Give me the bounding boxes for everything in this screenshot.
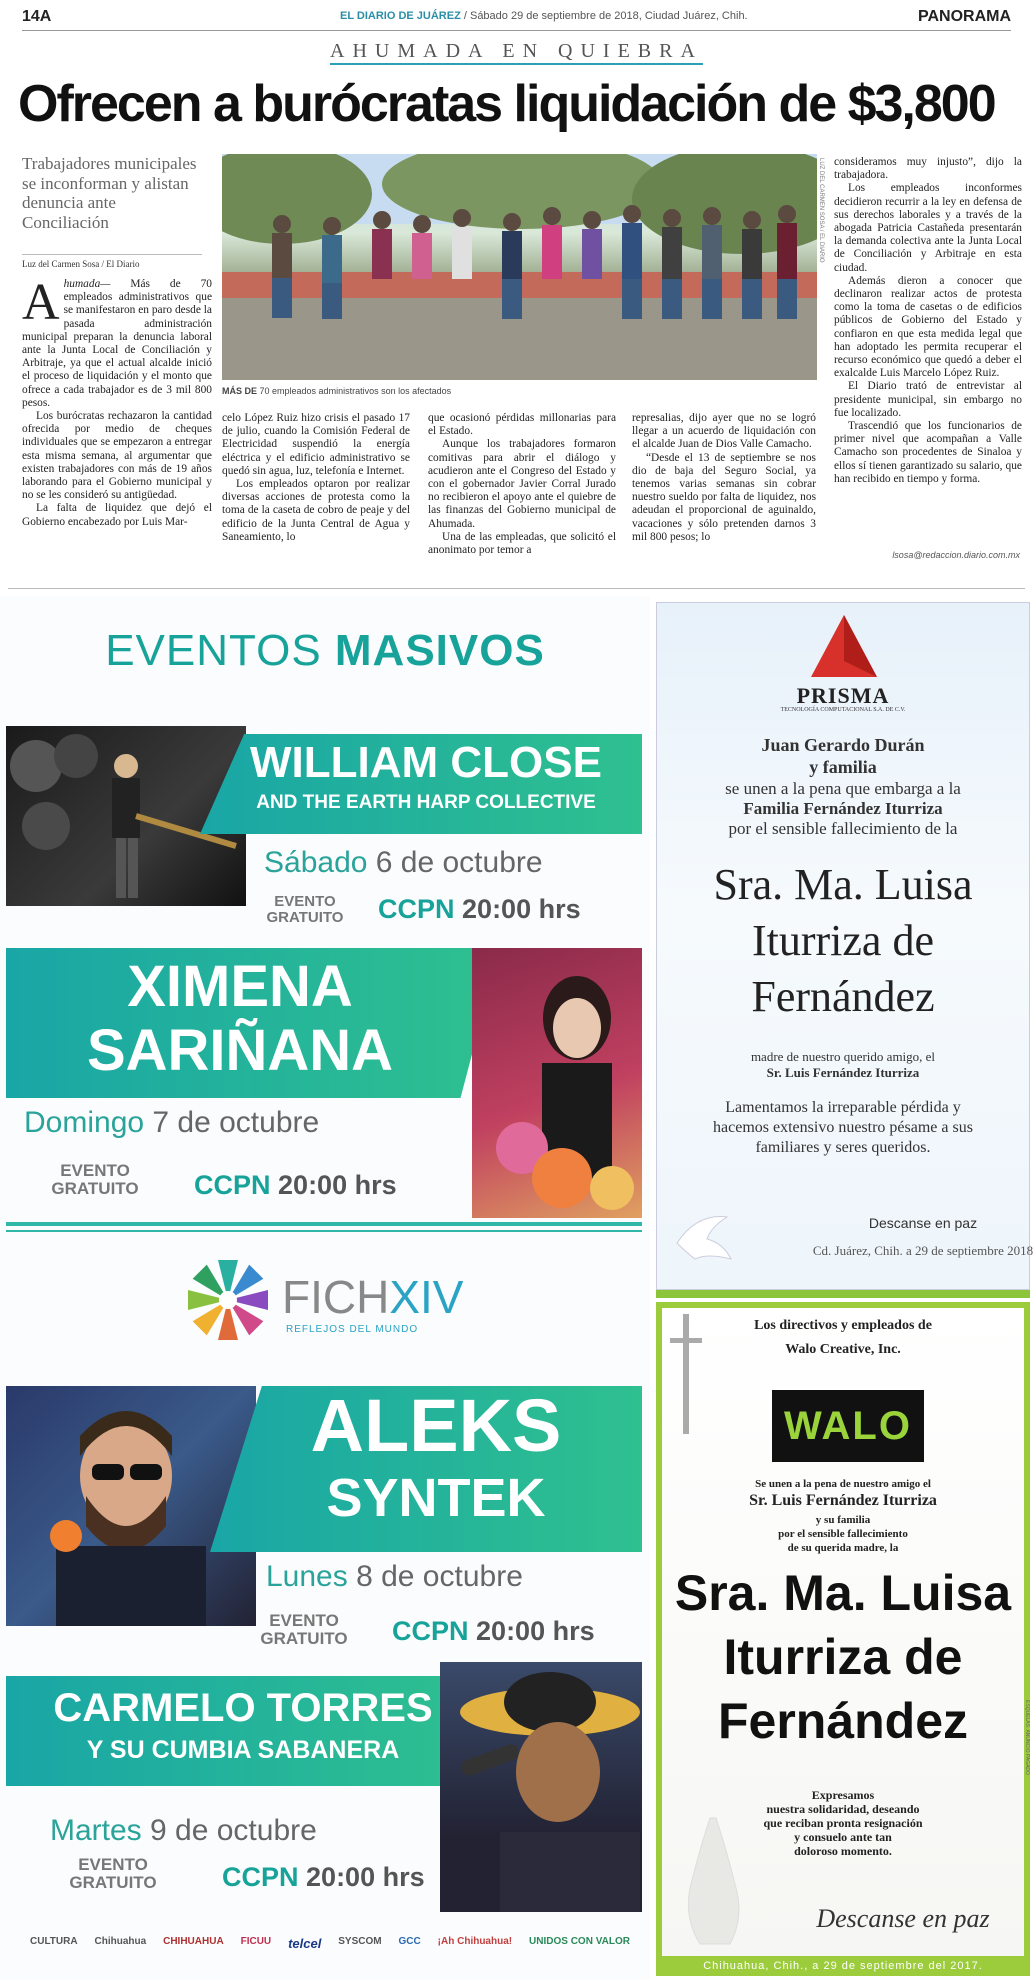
col5-text: consideramos muy injusto”, dijo la trabajadora. bbox=[834, 156, 1022, 182]
event-2-venue bbox=[194, 1170, 397, 1201]
event-1-day: Sábado bbox=[264, 846, 368, 879]
sponsor-logo: ¡Ah Chihuahua! bbox=[437, 1936, 513, 1947]
event-4-free bbox=[58, 1856, 168, 1892]
sponsor-logo: CHIHUAHUA bbox=[163, 1936, 224, 1947]
obit2-msg-2: nuestra solidaridad, deseando bbox=[766, 1802, 920, 1816]
walo-logo-text: WALO bbox=[784, 1404, 912, 1448]
byline: Luz del Carmen Sosa / El Diario bbox=[22, 254, 202, 269]
obit1-msg-2: hacemos extensivo nuestro pésame a sus bbox=[713, 1119, 973, 1136]
sponsor-logo: telcel bbox=[288, 1936, 322, 1951]
obit1-name-2: Iturriza de bbox=[752, 916, 934, 965]
article-column-2 bbox=[222, 412, 410, 544]
walo-logo bbox=[772, 1390, 924, 1462]
ximena-name-1: XIMENA bbox=[127, 954, 353, 1019]
obit2-line-2: y su familia bbox=[815, 1514, 871, 1526]
obituary-prisma bbox=[656, 602, 1033, 1290]
obit1-place-date: Cd. Juárez, Chih. a 29 de septiembre 2018 bbox=[812, 1243, 1033, 1258]
event-2-venue-name: CCPN bbox=[194, 1170, 271, 1200]
accordion-player-portrait bbox=[440, 1662, 642, 1912]
ad-title bbox=[0, 626, 650, 676]
kicker-text: AHUMADA EN QUIEBRA bbox=[330, 40, 703, 65]
dove-icon bbox=[667, 1203, 737, 1273]
col5-paragraph-4: El Diario trató de entrevistar al presidente municipal, sin embargo no fue localizado. bbox=[834, 380, 1022, 419]
dateline: / Sábado 29 de septiembre de 2018, Ciudad Juárez, Chih. bbox=[460, 10, 748, 22]
event-4-time: 20:00 hrs bbox=[306, 1862, 425, 1892]
obit1-mother-of: madre de nuestro querido amigo, el bbox=[750, 1049, 936, 1064]
obit2-name-1: Sra. Ma. Luisa bbox=[674, 1565, 1012, 1621]
subhead: Trabajadores municipales se inconforman y alistan denuncia ante Conciliación bbox=[22, 154, 197, 232]
ximena-name-2: SARIÑANA bbox=[86, 1018, 394, 1083]
event-4-free-l2: GRATUITO bbox=[69, 1873, 157, 1892]
author-email: lsosa@redaccion.diario.com.mx bbox=[892, 550, 1020, 560]
obit2-rest: Descanse en paz bbox=[816, 1904, 990, 1933]
event-1-daydate: 6 de octubre bbox=[367, 846, 543, 879]
event-1-date bbox=[264, 846, 543, 880]
obit1-from-1: Juan Gerardo Durán bbox=[761, 735, 925, 755]
dateline-lead: humada— bbox=[63, 278, 111, 290]
obit2-footer: Chihuahua, Chih., a 29 de septiembre del 2017. bbox=[656, 1956, 1030, 1976]
paper-name: EL DIARIO DE JUÁREZ bbox=[340, 10, 461, 22]
col3-paragraph-3: Una de las empleadas, que solicitó el anonimato por temor a bbox=[428, 530, 616, 557]
event-4-venue bbox=[222, 1862, 425, 1893]
obit1-family: Familia Fernández Iturriza bbox=[743, 799, 943, 818]
festival-name bbox=[282, 1270, 463, 1324]
event-3-day: Lunes bbox=[266, 1560, 348, 1593]
obit2-line-1: Se unen a la pena de nuestro amigo el bbox=[755, 1478, 931, 1490]
event-3-free-l1: EVENTO bbox=[269, 1611, 339, 1630]
fich-flower-logo bbox=[178, 1250, 278, 1350]
event-2-free-l1: EVENTO bbox=[60, 1161, 130, 1180]
obit2-friend: Sr. Luis Fernández Iturriza bbox=[749, 1492, 937, 1509]
event-3-time: 20:00 hrs bbox=[476, 1616, 595, 1646]
headline: Ofrecen a burócratas liquidación de $3,800 bbox=[18, 75, 995, 133]
event-2-date bbox=[24, 1106, 319, 1140]
william-close-subtitle: AND THE EARTH HARP COLLECTIVE bbox=[256, 792, 596, 813]
photo-credit: LUZ DEL CARMEN SOSA / EL DIARIO bbox=[818, 158, 824, 263]
obit2-msg-4: y consuelo ante tan bbox=[794, 1830, 892, 1844]
obit1-msg-1: Lamentamos la irreparable pérdida y bbox=[725, 1099, 961, 1116]
events-ad bbox=[0, 596, 650, 1980]
col1-text: Más de 70 empleados administrativos que se manifestaron en paro desde la pasada administración municipal preparan la denuncia laboral ante la Junta Local de Conciliación y Arbitraje, ya que el actual alcalde inició el proceso de liquidación y el monto que ofrece a cada trabajador es de 3 mil 800 pesos. bbox=[22, 278, 212, 409]
col3-text: que ocasionó pérdidas millonarias para el Estado. bbox=[428, 412, 616, 438]
protest-photo-illustration bbox=[222, 154, 817, 380]
event-3-free bbox=[252, 1612, 356, 1648]
obit1-from-2: y familia bbox=[809, 757, 877, 777]
col1-paragraph-2: Los burócratas rechazaron la cantidad ofrecida por medio de cheques individuales que se empezaron a entregar esta misma semana, al argumentar que existen trabajadores con más de 19 años laborando para el Gobierno municipal y no se les consideró su antigüedad. bbox=[22, 410, 212, 502]
side-credit: ESQUELAS: ANUNCIO PAGADO bbox=[1024, 1700, 1030, 1775]
aleks-name-2: SYNTEK bbox=[326, 1468, 546, 1528]
festival-name-a: FICH bbox=[282, 1271, 390, 1323]
obit2-from-2: Walo Creative, Inc. bbox=[785, 1342, 901, 1357]
event-4-free-l1: EVENTO bbox=[78, 1855, 148, 1874]
dropcap: A bbox=[22, 274, 60, 331]
aleks-syntek-photo bbox=[6, 1386, 256, 1626]
obit2-from-1: Los directivos y empleados de bbox=[754, 1318, 932, 1333]
obit1-line-b: por el sensible fallecimiento de la bbox=[728, 819, 958, 838]
carmelo-subtitle: Y SU CUMBIA SABANERA bbox=[86, 1736, 400, 1764]
sponsor-logos bbox=[30, 1936, 630, 1951]
article-column-3 bbox=[428, 412, 616, 557]
prisma-subtitle: TECNOLOGÍA COMPUTACIONAL S.A. DE C.V. bbox=[780, 707, 906, 713]
divider-line-2 bbox=[6, 1230, 642, 1232]
obit1-name-1: Sra. Ma. Luisa bbox=[713, 860, 973, 909]
event-2-daydate: 7 de octubre bbox=[144, 1106, 320, 1139]
obit2-msg-1: Expresamos bbox=[811, 1788, 875, 1802]
caption-text: 70 empleados administrativos son los afectados bbox=[257, 386, 452, 396]
obit2-name-3: Fernández bbox=[717, 1693, 969, 1749]
ad-title-light: EVENTOS bbox=[105, 626, 335, 675]
obit1-line-a: se unen a la pena que embarga a la bbox=[725, 779, 961, 798]
event-1-time: 20:00 hrs bbox=[462, 894, 581, 924]
event-4-daydate: 9 de octubre bbox=[141, 1814, 317, 1847]
sponsor-logo: FICUU bbox=[240, 1936, 272, 1947]
divider-line bbox=[6, 1222, 642, 1226]
obit2-line-3: por el sensible fallecimiento bbox=[778, 1528, 908, 1540]
prisma-triangle-icon bbox=[809, 613, 879, 679]
event-2-time: 20:00 hrs bbox=[278, 1170, 397, 1200]
sponsor-logo: GCC bbox=[398, 1936, 421, 1947]
col2-text: celo López Ruiz hizo crisis el pasado 17 de julio, cuando la Comisión Federal de Electricidad suspendió la energía eléctrica y el edificio administrativo se quedó sin agua, luz, telefonía e Internet. bbox=[222, 412, 410, 477]
event-2-free-l2: GRATUITO bbox=[51, 1179, 139, 1198]
ad-title-bold: MASIVOS bbox=[334, 626, 545, 675]
obit1-friend: Sr. Luis Fernández Iturriza bbox=[766, 1065, 920, 1080]
masthead bbox=[340, 10, 748, 22]
carmelo-name: CARMELO TORRES bbox=[53, 1686, 433, 1730]
sponsor-logo: Chihuahua bbox=[94, 1936, 147, 1947]
event-1-free bbox=[262, 894, 348, 926]
page-number: 14A bbox=[22, 8, 52, 25]
event-4-venue-name: CCPN bbox=[222, 1862, 299, 1892]
sponsor-logo: UNIDOS CON VALOR bbox=[529, 1936, 630, 1947]
event-3-venue bbox=[392, 1616, 595, 1647]
obit2-name-2: Iturriza de bbox=[723, 1629, 963, 1685]
event-3-date bbox=[266, 1560, 523, 1594]
event-3-venue-name: CCPN bbox=[392, 1616, 469, 1646]
obit1-name-3: Fernández bbox=[751, 972, 935, 1021]
col5-paragraph-2: Los empleados inconformes decidieron recurrir a la ley en defensa de sus derechos laborales y a través de la abogada Patricia Castañeda presentarán la demanda colectiva ante la Junta Local de Conciliación y Arbitraje en esta ciudad. bbox=[834, 182, 1022, 274]
header-rule bbox=[22, 30, 1011, 31]
event-2-free bbox=[40, 1162, 150, 1198]
caption-lead: MÁS DE bbox=[222, 386, 258, 396]
article-column-1 bbox=[22, 274, 212, 529]
photo-caption bbox=[222, 386, 451, 396]
col4-paragraph-2: “Desde el 13 de septiembre se nos dio de baja del Seguro Social, ya tenemos varias semanas sin cobrar nuestro sueldo por falta de liquidez, nos adeudan el proporcional de aguinaldo, vacaciones y sólo pretenden darnos 3 mil 800 pesos; lo bbox=[632, 451, 816, 543]
article-column-4 bbox=[632, 412, 816, 544]
col5-paragraph-5: Trascendió que los funcionarios de primer nivel que acompañan a Valle Camacho son procedentes de Sinaloa y ellos sí tienen garantizado su salario, que han recibido en tiempo y forma. bbox=[834, 420, 1022, 485]
event-1-free-l2: GRATUITO bbox=[266, 909, 344, 926]
col1-paragraph-3: La falta de liquidez que dejó el Gobierno encabezado por Luis Mar- bbox=[22, 502, 212, 528]
sponsor-logo: SYSCOM bbox=[338, 1936, 382, 1947]
sponsor-logo: CULTURA bbox=[30, 1936, 78, 1947]
col2-paragraph-2: Los empleados optaron por realizar diversas acciones de protesta como la toma de la caseta de cobro de peaje y del edificio de la Junta Central de Agua y Saneamiento, lo bbox=[222, 478, 410, 543]
event-3-free-l2: GRATUITO bbox=[260, 1629, 348, 1648]
obit1-msg-3: familiares y seres queridos. bbox=[755, 1139, 931, 1156]
col3-paragraph-2: Aunque los trabajadores formaron comitivas para abrir el diálogo y acudieron ante el Congreso del Estado y con el gobernador Javier Corral Jurado no recibieron el apoyo ante el quiebre de las finanzas del Gobierno municipal de Ahumada. bbox=[428, 438, 616, 530]
obit2-line-4: de su querida madre, la bbox=[787, 1542, 899, 1554]
ximena-photo bbox=[472, 948, 642, 1218]
obit2-msg-5: doloroso momento. bbox=[794, 1844, 892, 1858]
event-4-date bbox=[50, 1814, 317, 1848]
flower-icon bbox=[178, 1250, 278, 1350]
article-bottom-rule bbox=[8, 588, 1025, 589]
obituary-separator bbox=[656, 1290, 1030, 1298]
william-close-name: WILLIAM CLOSE bbox=[250, 738, 602, 787]
event-4-day: Martes bbox=[50, 1814, 142, 1847]
aleks-name-1: ALEKS bbox=[310, 1384, 562, 1467]
obituary-walo bbox=[656, 1302, 1030, 1976]
event-1-venue-name: CCPN bbox=[378, 894, 455, 924]
event-3-daydate: 8 de octubre bbox=[347, 1560, 523, 1593]
festival-subtitle: REFLEJOS DEL MUNDO bbox=[286, 1324, 419, 1335]
event-1-venue bbox=[378, 894, 581, 925]
event-2-day: Domingo bbox=[24, 1106, 145, 1139]
kicker bbox=[0, 40, 1033, 63]
obit2-msg-3: que reciban pronta resignación bbox=[763, 1816, 923, 1830]
col4-text: represalias, dijo ayer que no se logró llegar a un acuerdo de liquidación con el alcalde Juan de Dios Valle Camacho. bbox=[632, 412, 816, 451]
event-1-free-l1: EVENTO bbox=[274, 893, 336, 910]
carmelo-photo bbox=[440, 1662, 642, 1912]
singer-portrait bbox=[472, 948, 642, 1218]
prisma-logo-text: PRISMA bbox=[796, 683, 890, 708]
section-name: PANORAMA bbox=[917, 8, 1011, 25]
dj-portrait bbox=[6, 1386, 256, 1626]
article-column-5 bbox=[834, 156, 1022, 486]
protest-photo bbox=[222, 154, 817, 380]
festival-name-b: XIV bbox=[389, 1271, 464, 1323]
col5-paragraph-3: Además dieron a conocer que declinaron realizar actos de protesta como la toma de casetas o de edificios públicos de Gobierno del Estado y confiaron en que esta medida legal que han adoptado les permita recuperar el recurso económico que quedó a deber el exalcalde Luis Marcelo López Ruiz. bbox=[834, 274, 1022, 380]
obit1-rest: Descanse en paz bbox=[868, 1215, 978, 1231]
